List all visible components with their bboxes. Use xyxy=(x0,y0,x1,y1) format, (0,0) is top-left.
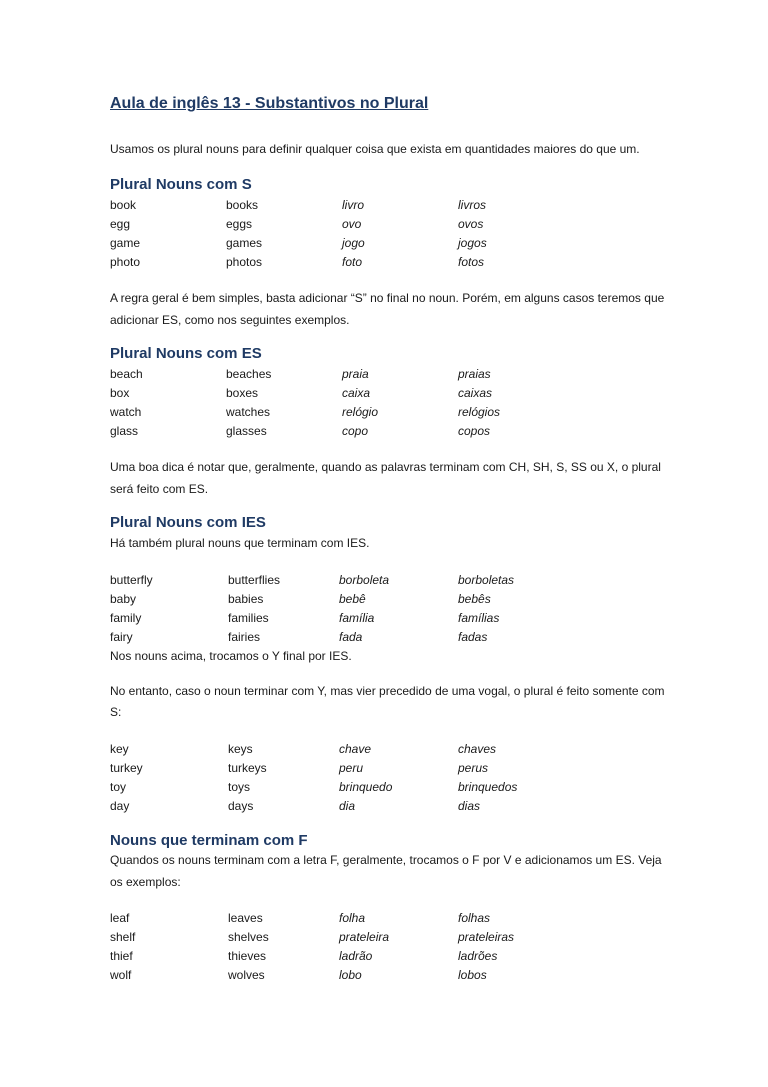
word-table-ies xyxy=(110,570,578,646)
plural-en: leaves xyxy=(228,910,263,925)
plural-en: photos xyxy=(226,254,263,269)
table-row xyxy=(110,627,578,646)
note-s-line1: A regra geral é bem simples, basta adicionar “S” no final no noun. Porém, em alguns casos teremos que xyxy=(110,291,665,305)
table-row xyxy=(110,233,578,252)
plural-en: toys xyxy=(228,779,251,794)
singular-en: watch xyxy=(110,404,142,419)
plural-pt: ladrões xyxy=(458,948,498,963)
plural-pt: folhas xyxy=(458,910,491,925)
plural-en: fairies xyxy=(228,629,261,644)
singular-en: leaf xyxy=(110,910,130,925)
plural-en: watches xyxy=(226,404,271,419)
note-es-line1: Uma boa dica é notar que, geralmente, quando as palavras terminam com CH, SH, S, SS ou X, o plural xyxy=(110,460,661,474)
singular-pt: prateleira xyxy=(339,929,390,944)
plural-en: shelves xyxy=(228,929,269,944)
plural-pt: brinquedos xyxy=(458,779,518,794)
singular-pt: bebê xyxy=(339,591,366,606)
table-row xyxy=(110,195,578,214)
f-intro-line1: Quandos os nouns terminam com a letra F, geralmente, trocamos o F por V e adicionamos um ES. Veja xyxy=(110,853,662,867)
singular-pt: livro xyxy=(342,197,365,212)
plural-en: wolves xyxy=(228,967,265,982)
singular-pt: jogo xyxy=(342,235,365,250)
plural-pt: lobos xyxy=(458,967,487,982)
plural-en: days xyxy=(228,798,254,813)
table-row xyxy=(110,796,578,815)
plural-pt: caixas xyxy=(458,385,493,400)
table-row xyxy=(110,946,578,965)
ies-intro: Há também plural nouns que terminam com IES. xyxy=(110,536,370,550)
table-row xyxy=(110,777,578,796)
singular-pt: foto xyxy=(342,254,363,269)
plural-en: boxes xyxy=(226,385,259,400)
table-row xyxy=(110,739,578,758)
plural-en: glasses xyxy=(226,423,267,438)
singular-en: wolf xyxy=(110,967,132,982)
singular-en: key xyxy=(110,741,129,756)
singular-en: photo xyxy=(110,254,141,269)
section-heading-ies: Plural Nouns com IES xyxy=(110,514,266,531)
table-row xyxy=(110,364,578,383)
table-row xyxy=(110,908,578,927)
table-row xyxy=(110,570,578,589)
plural-en: eggs xyxy=(226,216,253,231)
singular-en: fairy xyxy=(110,629,133,644)
section-heading-s: Plural Nouns com S xyxy=(110,176,252,193)
singular-pt: relógio xyxy=(342,404,379,419)
singular-en: game xyxy=(110,235,141,250)
plural-pt: fadas xyxy=(458,629,488,644)
plural-pt: dias xyxy=(458,798,481,813)
singular-en: toy xyxy=(110,779,127,794)
table-row xyxy=(110,927,578,946)
table-row xyxy=(110,965,578,984)
ies-after: Nos nouns acima, trocamos o Y final por IES. xyxy=(110,649,352,663)
singular-pt: caixa xyxy=(342,385,371,400)
note-y-line1: No entanto, caso o noun terminar com Y, mas vier precedido de uma vogal, o plural é feito somente com xyxy=(110,684,665,698)
plural-pt: perus xyxy=(458,760,489,775)
singular-pt: ovo xyxy=(342,216,362,231)
singular-pt: ladrão xyxy=(339,948,373,963)
singular-en: turkey xyxy=(110,760,143,775)
singular-en: egg xyxy=(110,216,131,231)
note-es-line2: será feito com ES. xyxy=(110,482,209,496)
singular-pt: dia xyxy=(339,798,356,813)
singular-en: shelf xyxy=(110,929,136,944)
table-row xyxy=(110,214,578,233)
plural-pt: praias xyxy=(458,366,491,381)
singular-pt: brinquedo xyxy=(339,779,393,794)
table-row xyxy=(110,402,578,421)
plural-en: books xyxy=(226,197,259,212)
table-row xyxy=(110,608,578,627)
table-row xyxy=(110,421,578,440)
note-y-line2: S: xyxy=(110,705,122,719)
singular-en: book xyxy=(110,197,137,212)
section-heading-es: Plural Nouns com ES xyxy=(110,345,262,362)
plural-en: families xyxy=(228,610,269,625)
plural-pt: fotos xyxy=(458,254,485,269)
word-table-es xyxy=(110,364,578,440)
singular-en: thief xyxy=(110,948,133,963)
plural-pt: prateleiras xyxy=(458,929,515,944)
plural-pt: relógios xyxy=(458,404,501,419)
singular-pt: praia xyxy=(342,366,369,381)
singular-en: butterfly xyxy=(110,572,153,587)
singular-en: day xyxy=(110,798,130,813)
word-table-f xyxy=(110,908,578,984)
word-table-s xyxy=(110,195,578,271)
singular-en: glass xyxy=(110,423,139,438)
singular-pt: fada xyxy=(339,629,363,644)
table-row xyxy=(110,383,578,402)
singular-pt: família xyxy=(339,610,375,625)
singular-en: family xyxy=(110,610,142,625)
singular-pt: borboleta xyxy=(339,572,390,587)
singular-pt: lobo xyxy=(339,967,362,982)
singular-en: box xyxy=(110,385,130,400)
singular-en: beach xyxy=(110,366,143,381)
table-row xyxy=(110,758,578,777)
intro-paragraph: Usamos os plural nouns para definir qualquer coisa que exista em quantidades maiores do que um. xyxy=(110,142,640,156)
singular-pt: peru xyxy=(339,760,364,775)
plural-en: games xyxy=(226,235,263,250)
plural-en: turkeys xyxy=(228,760,267,775)
plural-en: thieves xyxy=(228,948,267,963)
note-s-line2: adicionar ES, como nos seguintes exemplos. xyxy=(110,313,350,327)
plural-en: butterflies xyxy=(228,572,281,587)
singular-pt: chave xyxy=(339,741,372,756)
plural-en: beaches xyxy=(226,366,272,381)
plural-pt: jogos xyxy=(458,235,487,250)
word-table-y xyxy=(110,739,578,815)
f-intro-line2: os exemplos: xyxy=(110,875,181,889)
plural-pt: ovos xyxy=(458,216,484,231)
plural-pt: livros xyxy=(458,197,487,212)
table-row xyxy=(110,252,578,271)
singular-en: baby xyxy=(110,591,137,606)
plural-pt: famílias xyxy=(458,610,500,625)
plural-en: keys xyxy=(228,741,253,756)
singular-pt: folha xyxy=(339,910,366,925)
plural-pt: chaves xyxy=(458,741,497,756)
plural-pt: copos xyxy=(458,423,491,438)
plural-pt: bebês xyxy=(458,591,491,606)
singular-pt: copo xyxy=(342,423,369,438)
plural-en: babies xyxy=(228,591,264,606)
page-title: Aula de inglês 13 - Substantivos no Plural xyxy=(110,95,429,112)
table-row xyxy=(110,589,578,608)
section-heading-f: Nouns que terminam com F xyxy=(110,832,308,849)
plural-pt: borboletas xyxy=(458,572,515,587)
